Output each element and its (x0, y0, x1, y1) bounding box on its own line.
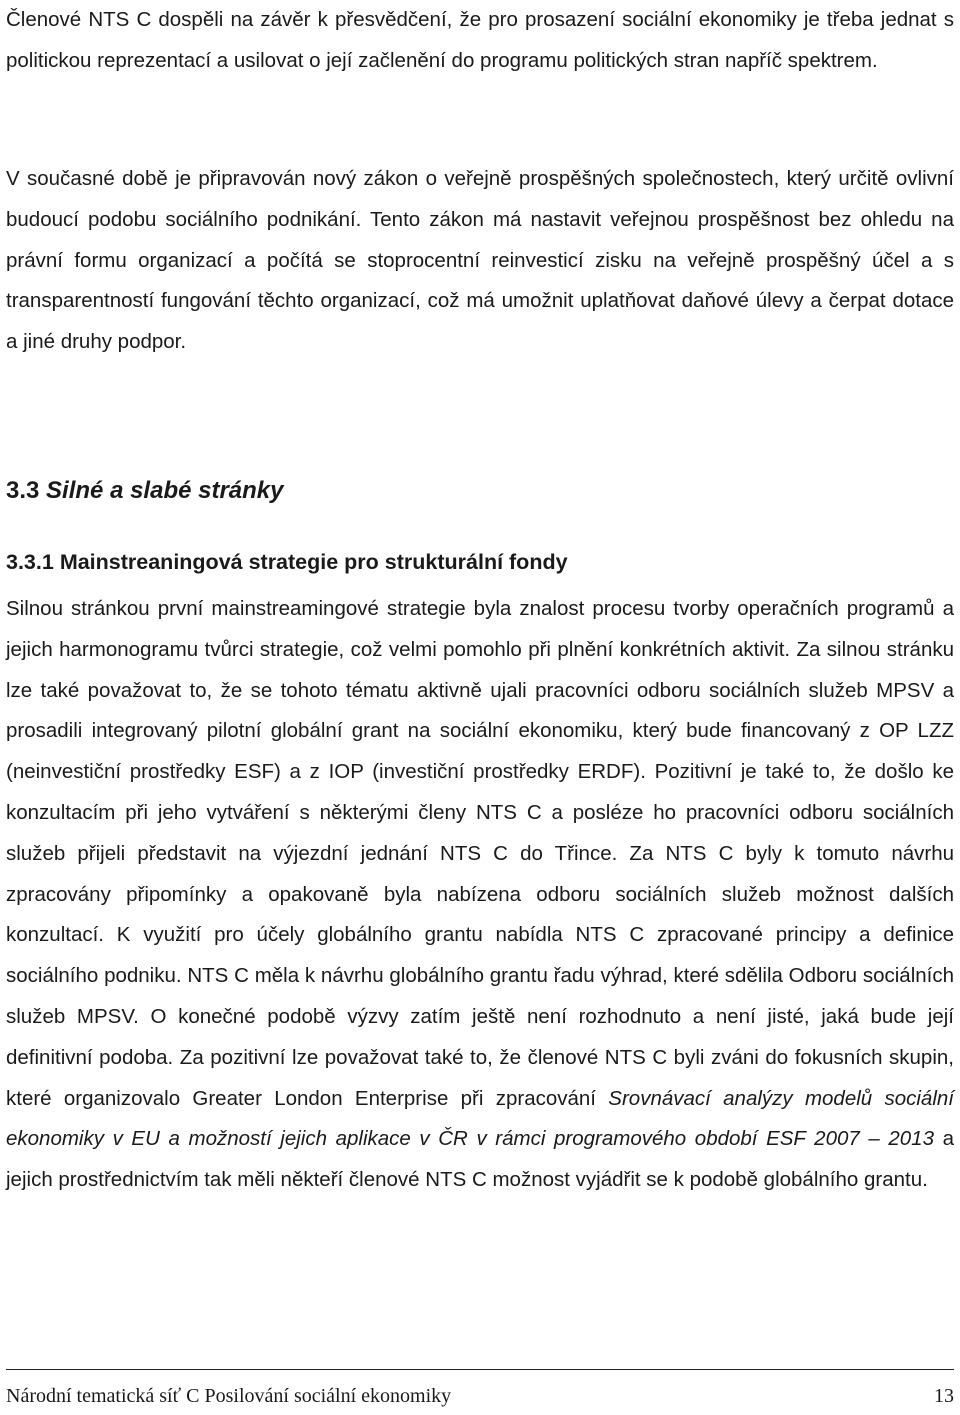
subsection-title: Mainstreaningová strategie pro strukturální fondy (59, 550, 568, 574)
paragraph-strengths-text-1: Silnou stránkou první mainstreamingové strategie byla znalost procesu tvorby operačních programů a jejich harmonogramu tvůrci strategie, což velmi pomohlo při plnění konkrétních aktivit. Za silnou stránku lze také považovat to, že se tohoto tématu aktivně ujali pracovníci odboru sociálních služeb MPSV a prosadili integrovaný pilotní globální grant na sociální ekonomiku, který bude financovaný z OP LZZ (neinvestiční prostředky ESF) a z IOP (investiční prostředky ERDF). Pozitivní je také to, že došlo ke konzultacím při jeho vytváření s některými členy NTS C a posléze ho pracovníci odboru sociálních služeb přijeli představit na výjezdní jednání NTS C do Třince. Za NTS C byly k tomuto návrhu zpracovány připomínky a opakovaně byla nabízena odboru sociálních služeb možnost dalších konzultací. K využití pro účely globálního grantu nabídla NTS C zpracované principy a definice sociálního podniku. NTS C měla k návrhu globálního grantu řadu výhrad, které sdělila Odboru sociálních služeb MPSV. O konečné podobě výzvy zatím ještě není rozhodnuto a není jisté, jaká bude její definitivní podoba. Za pozitivní lze považovat také to, že členové NTS C byli zváni do fokusních skupin, které organizovalo Greater London Enterprise při zpracování (6, 597, 954, 1110)
subsection-heading (6, 545, 568, 579)
paragraph-strengths-text-2: a jejich prostřednictvím tak měli někteří členové NTS C možnost vyjádřit se k podobě globálního grantu. (6, 1127, 954, 1192)
page-footer (6, 1383, 954, 1409)
section-number: 3.3 (6, 477, 40, 504)
paragraph-strengths-italic-title: Srovnávací analýzy modelů sociální ekonomiky v EU a možností jejich aplikace v ČR v rámci programového období ESF 2007 – 2013 (6, 1086, 954, 1151)
paragraph-strengths (6, 589, 954, 1201)
footer-divider (6, 1369, 954, 1370)
subsection-number: 3.3.1 (6, 550, 54, 574)
footer-title: Národní tematická síť C Posilování sociální ekonomiky (6, 1385, 452, 1407)
section-heading (6, 474, 284, 508)
paragraph-political-representation: Členové NTS C dospěli na závěr k přesvědčení, že pro prosazení sociální ekonomiky je třeba jednat s politickou reprezentací a usilovat o její začlenění do programu politických stran napříč spektrem. (6, 8, 954, 72)
section-title: Silné a slabé stránky (46, 477, 284, 504)
footer-page-number: 13 (934, 1385, 954, 1407)
paragraph-new-law: V současné době je připravován nový zákon o veřejně prospěšných společnostech, který určitě ovlivní budoucí podobu sociálního podnikání. Tento zákon má nastavit veřejnou prospěšnost bez ohledu na právní formu organizací a počítá se stoprocentní reinvesticí zisku na veřejně prospěšný účel a s transparentností fungování těchto organizací, což má umožnit uplatňovat daňové úlevy a čerpat dotace a jiné druhy podpor. (6, 167, 954, 354)
